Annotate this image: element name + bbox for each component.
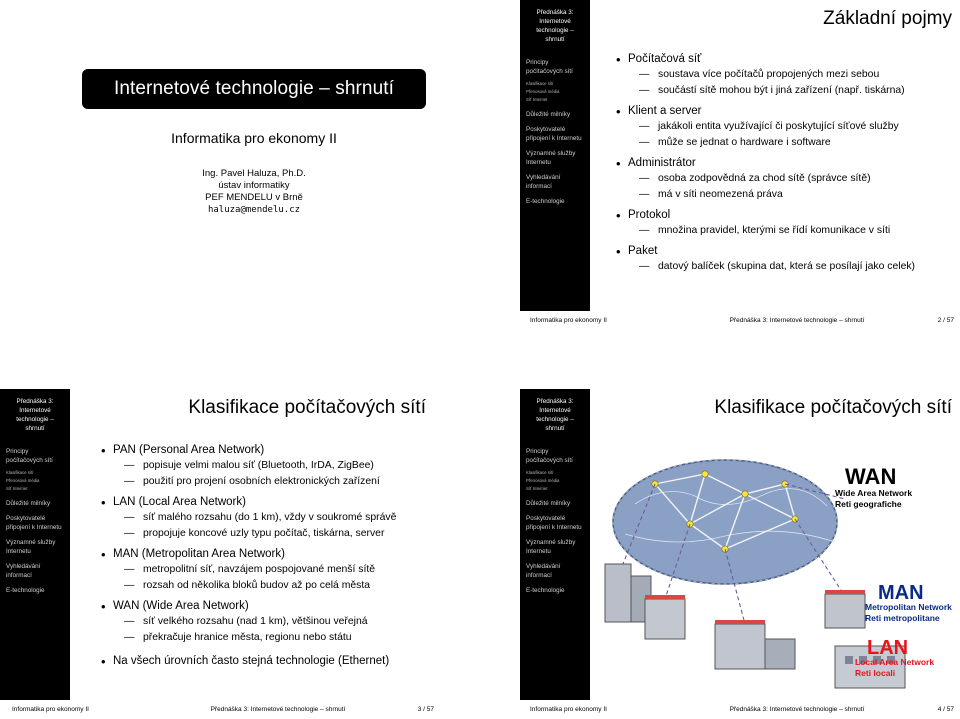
sidebar-item-search[interactable] — [526, 173, 588, 191]
slide-network-classification — [0, 389, 440, 719]
sidebar-head-line: shrnutí — [25, 425, 45, 432]
sidebar-label: Důležité milníky — [526, 111, 571, 118]
sub-bullet: — soustava více počítačů propojených mezi sebou — [615, 67, 955, 83]
sub-bullet: — má v síti neomezená práva — [615, 187, 955, 203]
sidebar-label: Významné služby — [526, 150, 576, 157]
slide-title — [80, 0, 520, 330]
sidebar-header[interactable] — [526, 397, 588, 433]
sidebar-subitem-internet[interactable]: Síť Internet — [526, 486, 548, 491]
sidebar-item-principles[interactable] — [6, 447, 68, 465]
sub-bullet: — propojuje koncové uzly typu počítač, tiskárna, server — [100, 526, 440, 542]
sidebar-label: Vyhledávání — [6, 563, 41, 570]
sidebar-head-line: technologie – — [536, 416, 574, 423]
sidebar-label: Internetu — [526, 159, 551, 166]
footer-course: Informatika pro ekonomy II — [530, 317, 607, 324]
department: ústav informatiky — [218, 180, 290, 191]
slide-footer — [520, 311, 960, 330]
sidebar-item-principles[interactable] — [526, 58, 588, 76]
sidebar-navigation — [520, 389, 590, 700]
bullet-note: • Na všech úrovních často stejná technologie (Ethernet) — [100, 654, 440, 669]
sidebar-item-principles[interactable] — [526, 447, 588, 465]
sidebar-label: Internetu — [526, 548, 551, 555]
sidebar-label: E-technologie — [526, 587, 565, 594]
sub-bullet: — rozsah od několika bloků budov až po celá města — [100, 578, 440, 594]
sidebar-label: počítačových sítí — [6, 457, 53, 464]
wan-desc-it: Reti geografiche — [835, 499, 902, 509]
course-name: Informatika pro ekonomy II — [171, 130, 337, 146]
sidebar-subitem-internet[interactable]: Síť Internet — [526, 97, 548, 102]
footer-lecture: Přednáška 3: Internetové technologie – shrnutí — [729, 317, 865, 324]
slide-footer — [520, 700, 960, 719]
presentation-title: Internetové technologie – shrnutí — [113, 78, 395, 99]
sidebar-header[interactable] — [6, 397, 68, 433]
sub-bullet: — součástí sítě mohou být i jiná zařízení (např. tiskárna) — [615, 83, 955, 99]
sidebar-label: připojení k Internetu — [526, 135, 582, 142]
author-info — [80, 168, 428, 216]
slide-heading: Klasifikace počítačových sítí — [188, 397, 426, 418]
sub-bullet: — překračuje hranice města, regionu nebo státu — [100, 630, 440, 646]
man-desc-it: Reti metropolitane — [865, 613, 940, 623]
sidebar-item-providers[interactable] — [526, 514, 588, 532]
sidebar-label: Důležité milníky — [526, 500, 571, 507]
sub-bullet: — síť velkého rozsahu (nad 1 km), většinou veřejná — [100, 614, 440, 630]
sidebar-item-providers[interactable] — [6, 514, 68, 532]
sidebar-subitem-media[interactable]: Přenosová média — [6, 478, 40, 483]
sidebar-label: Principy — [526, 448, 549, 455]
sidebar-head-line: technologie – — [16, 416, 54, 423]
sidebar-head-line: Internetové — [539, 407, 571, 414]
term-full: (Wide Area Network) — [139, 600, 249, 612]
sidebar-label: E-technologie — [526, 198, 565, 205]
bullet-term: • Počítačová síť — [615, 52, 955, 67]
slide-heading: Základní pojmy — [823, 8, 952, 29]
page-number: 3 / 57 — [417, 706, 434, 713]
sidebar-subitem-classification[interactable]: Klasifikace sítí — [526, 470, 554, 475]
sidebar-label: informací — [526, 572, 552, 579]
sidebar-head-line: Přednáška 3: — [16, 398, 54, 405]
wan-desc: Wide Area Network — [835, 488, 913, 498]
slide-content — [100, 443, 440, 669]
sidebar-head-line: shrnutí — [545, 425, 565, 432]
sidebar-head-line: Přednáška 3: — [536, 398, 574, 405]
sub-bullet: — metropolitní síť, navzájem pospojované menší sítě — [100, 562, 440, 578]
sidebar-label: Poskytovatelé — [526, 126, 566, 133]
sidebar-label: počítačových sítí — [526, 68, 573, 75]
sub-bullet: — datový balíček (skupina dat, která se posílají jako celek) — [615, 259, 955, 275]
term-abbr: WAN — [113, 600, 140, 612]
bullet-term: • Administrátor — [615, 156, 955, 171]
footer-lecture: Přednáška 3: Internetové technologie – shrnutí — [729, 706, 865, 713]
sidebar-subitem-media[interactable]: Přenosová média — [526, 478, 560, 483]
term-abbr: PAN — [113, 444, 136, 456]
sidebar-label: Poskytovatelé — [526, 515, 566, 522]
sidebar-subitem-classification[interactable]: Klasifikace sítí — [6, 470, 34, 475]
slide-content — [615, 52, 955, 275]
building-cluster-center — [715, 624, 795, 669]
sub-bullet: — síť malého rozsahu (do 1 km), vždy v soukromé správě — [100, 510, 440, 526]
sidebar-label: Vyhledávání — [526, 174, 561, 181]
sidebar-head-line: shrnutí — [545, 36, 565, 43]
term-abbr: LAN — [113, 496, 136, 508]
sidebar-label: Principy — [526, 59, 549, 66]
sidebar-item-search[interactable] — [526, 562, 588, 580]
bullet-term — [100, 495, 440, 510]
sidebar-header[interactable] — [526, 8, 588, 44]
sub-bullet: — jakákoli entita využívající či poskytující síťové služby — [615, 119, 955, 135]
term-full: (Local Area Network) — [135, 496, 246, 508]
institution: PEF MENDELU v Brně — [205, 192, 303, 203]
lan-desc: Local Area Network — [855, 657, 935, 667]
sidebar-label: Významné služby — [6, 539, 56, 546]
sidebar-label: počítačových sítí — [526, 457, 573, 464]
sidebar-label: Poskytovatelé — [6, 515, 46, 522]
sidebar-label: Principy — [6, 448, 29, 455]
sidebar-head-line: Internetové — [539, 18, 571, 25]
author-name: Ing. Pavel Haluza, Ph.D. — [202, 168, 306, 179]
bullet-term: • Klient a server — [615, 104, 955, 119]
bullet-term — [100, 443, 440, 458]
sub-bullet: — popisuje velmi malou síť (Bluetooth, IrDA, ZigBee) — [100, 458, 440, 474]
sidebar-item-search[interactable] — [6, 562, 68, 580]
sidebar-item-etech[interactable] — [526, 197, 588, 206]
slide-network-diagram — [520, 389, 960, 719]
sidebar-label: Internetu — [6, 548, 31, 555]
footer-lecture: Přednáška 3: Internetové technologie – shrnutí — [210, 706, 346, 713]
sub-bullet: — může se jednat o hardware i software — [615, 135, 955, 151]
network-scope-diagram — [595, 424, 955, 696]
globe-shape — [613, 460, 837, 584]
sidebar-item-services[interactable] — [526, 149, 588, 167]
sub-bullet: — osoba zodpovědná za chod sítě (správce sítě) — [615, 171, 955, 187]
sidebar-label: připojení k Internetu — [526, 524, 582, 531]
bullet-term: • Protokol — [615, 208, 955, 223]
lan-desc-it: Reti locali — [855, 668, 896, 678]
sidebar-label: informací — [6, 572, 32, 579]
footer-course: Informatika pro ekonomy II — [530, 706, 607, 713]
sidebar-item-services[interactable] — [526, 538, 588, 556]
sidebar-item-services[interactable] — [6, 538, 68, 556]
page-number: 2 / 57 — [937, 317, 954, 324]
bullet-term — [100, 599, 440, 614]
wan-label: WAN — [845, 464, 897, 489]
bullet-term: • Paket — [615, 244, 955, 259]
sidebar-head-line: Internetové — [19, 407, 51, 414]
sidebar-item-milestones[interactable] — [6, 499, 68, 508]
sidebar-label: připojení k Internetu — [6, 524, 62, 531]
sidebar-label: Významné služby — [526, 539, 576, 546]
slide-heading: Klasifikace počítačových sítí — [714, 397, 952, 418]
page-number: 4 / 57 — [937, 706, 954, 713]
email-link[interactable]: haluza@mendelu.cz — [207, 205, 301, 215]
sidebar-navigation — [520, 0, 590, 311]
footer-course: Informatika pro ekonomy II — [12, 706, 89, 713]
sub-bullet: — množina pravidel, kterými se řídí komunikace v síti — [615, 223, 955, 239]
sidebar-subitem-internet[interactable]: Síť Internet — [6, 486, 28, 491]
sidebar-item-providers[interactable] — [526, 125, 588, 143]
term-full: (Personal Area Network) — [135, 444, 265, 456]
sidebar-label: E-technologie — [6, 587, 45, 594]
sidebar-label: Vyhledávání — [526, 563, 561, 570]
sidebar-navigation — [0, 389, 70, 700]
sidebar-subitem-classification[interactable]: Klasifikace sítí — [526, 81, 554, 86]
term-full: (Metropolitan Area Network) — [138, 548, 285, 560]
sidebar-item-etech[interactable] — [526, 586, 588, 595]
sub-bullet: — použití pro projení osobních elektronických zařízení — [100, 474, 440, 490]
sidebar-head-line: technologie – — [536, 27, 574, 34]
slide-footer — [0, 700, 440, 719]
slide-basic-terms — [520, 0, 960, 330]
man-label: MAN — [878, 582, 924, 604]
sidebar-label: informací — [526, 183, 552, 190]
sidebar-label: Důležité milníky — [6, 500, 51, 507]
bullet-term — [100, 547, 440, 562]
lan-label: LAN — [867, 637, 909, 659]
title-bar — [82, 69, 426, 109]
sidebar-head-line: Přednáška 3: — [536, 9, 574, 16]
term-abbr: MAN — [113, 548, 139, 560]
sidebar-item-milestones[interactable] — [526, 499, 588, 508]
sidebar-subitem-media[interactable]: Přenosová média — [526, 89, 560, 94]
man-desc: Metropolitan Network — [865, 602, 952, 612]
sidebar-item-milestones[interactable] — [526, 110, 588, 119]
sidebar-item-etech[interactable] — [6, 586, 68, 595]
